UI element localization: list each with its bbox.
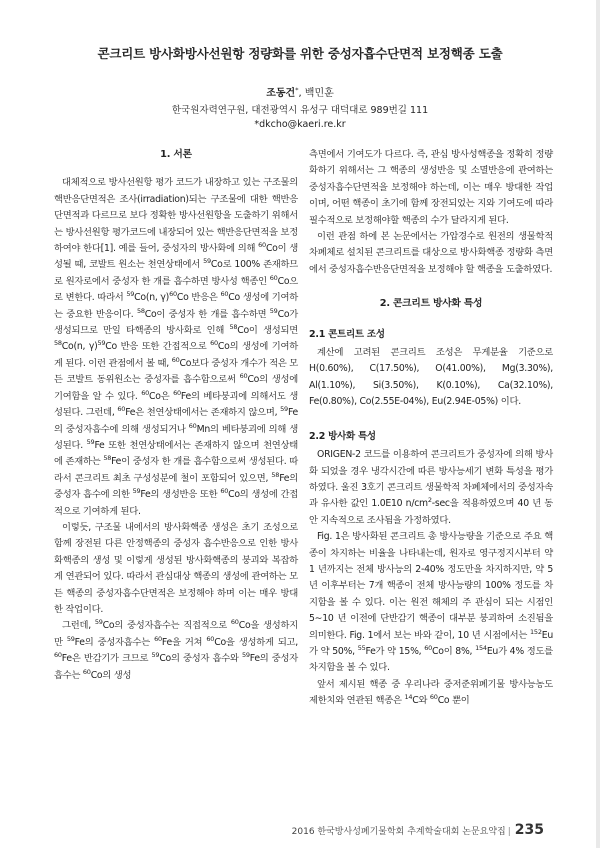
section-heading-intro: 1. 서론 bbox=[160, 149, 192, 160]
intro-paragraph-2: 이렇듯, 구조물 내에서의 방사화핵종 생성은 초기 조성으로 함께 장전된 다른 안정핵종의 중성자 흡수반응으로 인한 방사화핵종의 생성 및 이렇게 생성된 방사화핵종의 붕괴와 복잡하게 연관되어 있다. 따라서 관심대상 핵종의 생성에 관여하는 모든 핵종의 중성자흡수단면적은 보정해야 하며 이는 매우 방대한 작업이다. bbox=[54, 521, 298, 615]
main-author: 조동건 bbox=[266, 88, 296, 99]
section-heading-concrete: 2. 콘크리트 방사화 특성 bbox=[379, 298, 483, 310]
intro-paragraph-4: 이런 관점 하에 본 논문에서는 가압경수로 원전의 생물학적 차폐체로 설치된 콘크리트를 대상으로 방사화핵종 정량화 측면에서 중성자흡수반응단면적을 보정해야 할 핵종을 도출하였다. bbox=[309, 231, 553, 275]
footer-text: 2016 한국방사성폐기물학회 추계학술대회 논문요약집 bbox=[291, 827, 506, 837]
page-number: 235 bbox=[514, 822, 544, 838]
footer-separator: | bbox=[507, 827, 511, 837]
authors bbox=[0, 84, 600, 99]
corresponding-mark: * bbox=[295, 86, 299, 94]
right-column bbox=[309, 147, 553, 710]
paper-title: 콘크리트 방사화방사선원항 정량화를 위한 중성자흡수단면적 보정핵종 도출 bbox=[97, 46, 503, 61]
left-column bbox=[54, 147, 298, 684]
subsection-heading-composition: 2.1 콘트리트 조성 bbox=[309, 328, 385, 340]
co-author: , 백민훈 bbox=[298, 88, 334, 99]
activation-paragraph-1: ORIGEN-2 코드를 이용하여 콘크리트가 중성자에 의해 방사화 되었을 경우 냉각시간에 따른 방사능세기 변화 특성을 평가하였다. 울진 3호기 콘크리트 생물학적 차폐체에서의 중성자속과 유사한 값인 1.0E10 $n/cm^2-\sec$을 적용하였으며 40 년 동안 지속적으로 조사됨을 가정하였다. bbox=[309, 449, 553, 526]
intro-paragraph-3: 그런데, $^{59}$Co의 중성자흡수는 직접적으로 $^{60}$Co을 생성하지만 $^{59}$Fe의 중성자흡수는 $^{60}$Fe을 거쳐 $^{60}$Co을 생성하게 되고, $^{60}$Fe은 반감기가 크므로 $^{59}$Co의 중성자 흡수와 $^{59}$Fe의 중성자 흡수는 $^{60}$Co의 생성 bbox=[54, 618, 298, 681]
activation-paragraph-2: Fig. 1은 방사화된 콘크리트 총 방사능량을 기준으로 주요 핵종이 차지하는 비율을 나타내는데, 원자로 영구정지시부터 약 1 년까지는 전체 방사능의 2-40% 정도만을 차지하지만, 약 5 년 이후부터는 7개 핵종이 전체 방사능량의 100% 정도를 차지함을 볼 수 있다. 이는 원전 해체의 주 관심이 되는 시점인 5∼10 년 이전에 단반감기 핵종이 대부분 붕괴하여 소진됨을 의미한다. Fig. 1에서 보는 바와 같이, 10 년 시점에서는 $^{152}$Eu가 약 50%, $^{55}$Fe가 약 15%, $^{60}$Co이 8%, $^{154}$Eu가 4% 정도를 차지함을 볼 수 있다. bbox=[309, 531, 553, 674]
intro-paragraph-3-cont: 측면에서 기여도가 다르다. 즉, 관심 방사성핵종을 정확히 정량화하기 위해서는 그 핵종의 생성반응 및 소멸반응에 관여하는 중성자흡수단면적을 보정해야 하는데, 이는 매우 방대한 작업이며, 어떤 핵종이 초기에 함께 장전되었는 지와 기여도에 따라 필수적으로 보정해야할 핵종의 수가 달라지게 된다. bbox=[309, 149, 553, 226]
affiliation: 한국원자력연구원, 대전광역시 유성구 대덕대로 989번길 111 bbox=[171, 105, 429, 116]
activation-paragraph-3: 앞서 제시된 핵종 중 우리나라 중저준위폐기물 방사능농도 제한치와 연관된 핵종은 $^{14}$C와 $^{60}$Co 뿐이 bbox=[309, 678, 553, 707]
subsection-heading-activation: 2.2 방사화 특성 bbox=[309, 430, 376, 442]
page-footer bbox=[292, 822, 544, 838]
page-edge-shadow bbox=[596, 0, 600, 848]
composition-paragraph: 계산에 고려된 콘크리트 조성은 무게분율 기준으로 H(0.60%), C(17.50%), O(41.00%), Mg(3.30%), Al(1.10%), Si(3.50%), K(0.10%), Ca(32.10%), Fe(0.80%), Co(2.55E-04%), Eu(2.94E-05%) 이다. bbox=[309, 347, 553, 408]
intro-paragraph-1: 대체적으로 방사선원항 평가 코드가 내장하고 있는 구조물의 핵반응단면적은 조사(irradiation)되는 구조물에 대한 핵반응단면적과 다르므로 보다 정확한 방사선원항을 도출하기 위해서는 방사선원항 평가코드에 내장되어 있는 핵반응단면적을 보정하여야 한다[1]. 예를 들어, 중성자의 방사화에 의해 $^{60}$Co이 생성될 때, 코발트 원소는 천연상태에서 $^{59}$Co로 100% 존재하므로 원자로에서 중성자 한 개를 흡수하면 방사성 핵종인 $^{60}$Co으로 변한다. 따라서 $^{59}$Co(n, γ)$^{60}$Co 반응은 $^{60}$Co 생성에 기여하는 중요한 반응이다. $^{58}$Co이 중성자 한 개를 흡수하면 $^{59}$Co가 생성되므로 만일 타핵종의 방사화로 인해 $^{58}$Co이 생성되면 $^{58}$Co(n, γ)$^{59}$Co 반응 또한 간접적으로 $^{60}$Co의 생성에 기여하게 된다. 이런 관점에서 볼 때, $^{60}$Co보다 중성자 개수가 적은 모든 코발트 동위원소는 중성자를 흡수함으로써 $^{60}$Co의 생성에 기여함을 알 수 있다. $^{60}$Co은 $^{60}$Fe의 베타붕괴에 의해서도 생성된다. 그런데, $^{60}$Fe은 천연상태에서는 존재하지 않으며, $^{59}$Fe의 중성자흡수에 의해 생성되거나 $^{60}$Mn의 베타붕괴에 의해 생성된다. $^{59}$Fe 또한 천연상태에서는 존재하지 않으며 천연상태에 존재하는 $^{58}$Fe이 중성자 한 개를 흡수함으로써 생성된다. 따라서 콘크리트 최초 구성성분에 철이 포함되어 있으면, $^{58}$Fe의 중성자 흡수에 의한 $^{59}$Fe의 생성반응 또한 $^{60}$Co의 생성에 간접적으로 기여하게 된다. bbox=[54, 177, 299, 517]
email: *dkcho@kaeri.re.kr bbox=[254, 119, 346, 130]
